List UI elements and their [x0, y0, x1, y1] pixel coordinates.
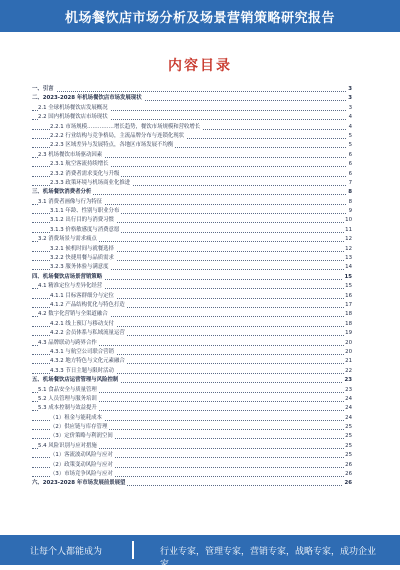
toc-entry-title: 2.3.3 政策环境与机场商业化推进	[50, 179, 132, 188]
toc-entry-page: 11	[344, 226, 352, 235]
toc-entry-page: 14	[344, 263, 352, 272]
toc-entry[interactable]	[32, 226, 352, 235]
toc-entry[interactable]	[32, 432, 352, 441]
toc-entry-page: 15	[344, 282, 352, 291]
toc-entry-page: 9	[348, 207, 352, 216]
toc-entry-title: （3）市场竞争风险与应对	[50, 470, 115, 479]
toc-entry[interactable]	[32, 329, 352, 338]
toc-entry-title: 4.1 精准定位与差异化经营	[38, 282, 104, 291]
toc-entry-page: 7	[348, 179, 352, 188]
toc-entry-title: 2.2.2 行业结构与竞争格局，主流品牌分布与连锁化现状	[50, 132, 186, 141]
toc-entry-title: （1）客流波动风险与应对	[50, 451, 115, 460]
toc-entry-title: 4.2 数字化营销与全渠道融合	[38, 310, 110, 319]
toc-entry[interactable]	[32, 235, 352, 244]
toc-leader-dots	[32, 91, 346, 92]
toc-entry[interactable]	[32, 310, 352, 319]
toc-entry-title: （2）供应链与库存管理	[50, 423, 109, 432]
toc-entry-title: 三、机场餐饮消费者分析	[32, 188, 93, 197]
toc-entry-title: 5.1 食品安全与质量管理	[38, 386, 99, 395]
toc-entry[interactable]	[32, 442, 352, 451]
toc-entry-page: 5	[348, 141, 352, 150]
toc-entry-page: 26	[344, 461, 352, 470]
toc-entry-page: 12	[344, 235, 352, 244]
toc-entry-title: 5.3 成本控制与效益提升	[38, 404, 99, 413]
report-footer	[0, 535, 400, 570]
toc-entry-page: 6	[348, 151, 352, 160]
toc-entry-title: 3.2.3 服务体验与满意度	[50, 263, 111, 272]
toc-entry-page: 25	[344, 442, 352, 451]
toc-entry[interactable]	[32, 160, 352, 169]
toc-entry[interactable]	[32, 367, 352, 376]
toc-entry[interactable]	[32, 470, 352, 479]
toc-entry-page: 18	[344, 310, 352, 319]
toc-entry[interactable]	[32, 94, 352, 103]
toc-entry-title: （3）定价策略与利润空间	[50, 432, 115, 441]
toc-entry-page: 25	[344, 423, 352, 432]
footer-divider	[132, 541, 134, 559]
toc-entry-page: 25	[344, 451, 352, 460]
toc-entry[interactable]	[32, 207, 352, 216]
toc-entry-title: 2.2 国内机场餐饮店市场现状	[38, 113, 110, 122]
toc-entry-page: 3	[347, 85, 352, 94]
toc-entry-page: 25	[344, 432, 352, 441]
toc-entry-page: 26	[344, 470, 352, 479]
toc-entry-title: 4.1.2 产品结构优化与特色打造	[50, 301, 127, 310]
toc-entry-page: 20	[344, 348, 352, 357]
toc-entry[interactable]	[32, 376, 352, 385]
toc-entry[interactable]	[32, 414, 352, 423]
toc-entry-page: 20	[344, 339, 352, 348]
toc-entry-title: 4.3 品牌联动与跨界合作	[38, 339, 99, 348]
toc-entry-title: 4.3.3 节日主题与限时活动	[50, 367, 116, 376]
toc-entry[interactable]	[32, 339, 352, 348]
toc-entry-page: 13	[344, 254, 352, 263]
toc-entry-page: 6	[348, 170, 352, 179]
toc-entry-page: 4	[348, 113, 352, 122]
report-title: 机场餐饮店市场分析及场景营销策略研究报告	[64, 11, 335, 26]
toc-entry-page: 23	[343, 376, 352, 385]
toc-entry-title: 5.2 人员管理与服务培训	[38, 395, 99, 404]
toc-entry[interactable]	[32, 245, 352, 254]
toc-entry[interactable]	[32, 198, 352, 207]
toc-entry-title: 二、2023-2028 年机场餐饮店市场发展现状	[32, 94, 144, 103]
toc-entry-title: 3.2.1 候机时间与就餐选择	[50, 245, 116, 254]
toc-entry-title: 3.1.3 价格敏感度与消费意愿	[50, 226, 121, 235]
toc-entry-page: 17	[344, 301, 352, 310]
toc-entry[interactable]	[32, 320, 352, 329]
toc-entry-title: 4.3.1 与航空公司联合营销	[50, 348, 116, 357]
toc-entry[interactable]	[32, 423, 352, 432]
toc-entry[interactable]	[32, 170, 352, 179]
toc-entry-page: 24	[344, 395, 352, 404]
toc-entry[interactable]	[32, 132, 352, 141]
toc-entry-page: 21	[344, 357, 352, 366]
toc-entry-title: 四、机场餐饮店场景营销策略	[32, 273, 104, 282]
toc-entry-title: 3.1.1 年龄、性别与职业分布	[50, 207, 121, 216]
toc-entry-page: 3	[347, 94, 352, 103]
toc-entry[interactable]	[32, 216, 352, 225]
toc-entry-page: 6	[348, 160, 352, 169]
toc-entry-page: 15	[343, 273, 352, 282]
toc-entry-page: 5	[348, 132, 352, 141]
toc-entry[interactable]	[32, 348, 352, 357]
toc-entry-page: 22	[344, 367, 352, 376]
toc-entry-page: 16	[344, 292, 352, 301]
toc-entry-title: 5.4 风险识别与应对措施	[38, 442, 99, 451]
toc-entry[interactable]	[32, 357, 352, 366]
footer-slogan-left: 让每个人都能成为	[30, 547, 103, 557]
toc-entry[interactable]	[32, 254, 352, 263]
toc-entry-title: 一、引言	[32, 85, 56, 94]
toc-entry-page: 19	[344, 329, 352, 338]
toc-entry-page: 26	[343, 479, 352, 488]
toc-entry-page: 3	[348, 104, 352, 113]
toc-entry-title: 2.3.2 消费者需求变化与升级	[50, 170, 121, 179]
toc-entry[interactable]	[32, 451, 352, 460]
footer-slogan-right: 行业专家，管理专家，营销专家，战略专家，成功企业家……	[160, 547, 377, 570]
toc-entry-page: 23	[344, 386, 352, 395]
toc-entry[interactable]	[32, 263, 352, 272]
toc-entry-title: 3.1 消费者画像与行为特征	[38, 198, 104, 207]
toc-entry[interactable]	[32, 292, 352, 301]
toc-entry-title: （1）租金与能耗成本	[50, 414, 104, 423]
table-of-contents	[32, 85, 352, 489]
toc-entry-page: 24	[344, 404, 352, 413]
toc-entry-title: 2.3.1 航空客流持续增长	[50, 160, 111, 169]
toc-entry[interactable]	[32, 141, 352, 150]
toc-entry[interactable]	[32, 113, 352, 122]
toc-entry-title: 2.2.1 市场规模……………增长趋势，餐饮市场规模和营收增长	[50, 123, 202, 132]
toc-entry[interactable]	[32, 104, 352, 113]
toc-entry-page: 8	[347, 188, 352, 197]
toc-entry-title: 4.3.2 地方特色与文化元素融合	[50, 357, 127, 366]
toc-entry[interactable]	[32, 179, 352, 188]
report-header	[0, 0, 400, 32]
toc-entry-title: 2.3 机场餐饮市场驱动因素	[38, 151, 104, 160]
toc-entry-page: 8	[348, 198, 352, 207]
toc-entry[interactable]	[32, 479, 352, 488]
toc-entry[interactable]	[32, 123, 352, 132]
toc-title: 内容目录	[168, 58, 232, 74]
toc-entry-title: （2）政策变动风险与应对	[50, 461, 115, 470]
toc-entry[interactable]	[32, 461, 352, 470]
toc-entry[interactable]	[32, 282, 352, 291]
toc-entry-title: 3.1.2 出行目的与消费习惯	[50, 216, 116, 225]
toc-entry-title: 六、2023-2028 年市场发展前景展望	[32, 479, 127, 488]
toc-entry[interactable]	[32, 404, 352, 413]
toc-entry-title: 2.1 全球机场餐饮店发展概况	[38, 104, 110, 113]
toc-entry-title: 4.2.2 会员体系与私域流量运营	[50, 329, 127, 338]
toc-entry-title: 五、机场餐饮店运营管理与风险控制	[32, 376, 120, 385]
toc-entry-title: 3.2.2 快捷用餐与品质需求	[50, 254, 116, 263]
toc-entry-page: 4	[348, 123, 352, 132]
toc-entry-title: 2.2.3 区域差异与发展特点，各地区市场发展不均衡	[50, 141, 175, 150]
toc-entry[interactable]	[32, 386, 352, 395]
toc-entry-title: 4.2.1 线上预订与移动支付	[50, 320, 116, 329]
toc-entry[interactable]	[32, 395, 352, 404]
toc-entry-page: 12	[344, 245, 352, 254]
toc-entry[interactable]	[32, 85, 352, 94]
toc-entry-page: 18	[344, 320, 352, 329]
toc-entry[interactable]	[32, 273, 352, 282]
toc-entry-title: 4.1.1 目标客群细分与定位	[50, 292, 116, 301]
toc-entry[interactable]	[32, 301, 352, 310]
toc-entry[interactable]	[32, 188, 352, 197]
toc-entry[interactable]	[32, 151, 352, 160]
toc-entry-page: 10	[344, 216, 352, 225]
toc-entry-title: 3.2 消费场景与需求痛点	[38, 235, 99, 244]
toc-entry-page: 24	[344, 414, 352, 423]
